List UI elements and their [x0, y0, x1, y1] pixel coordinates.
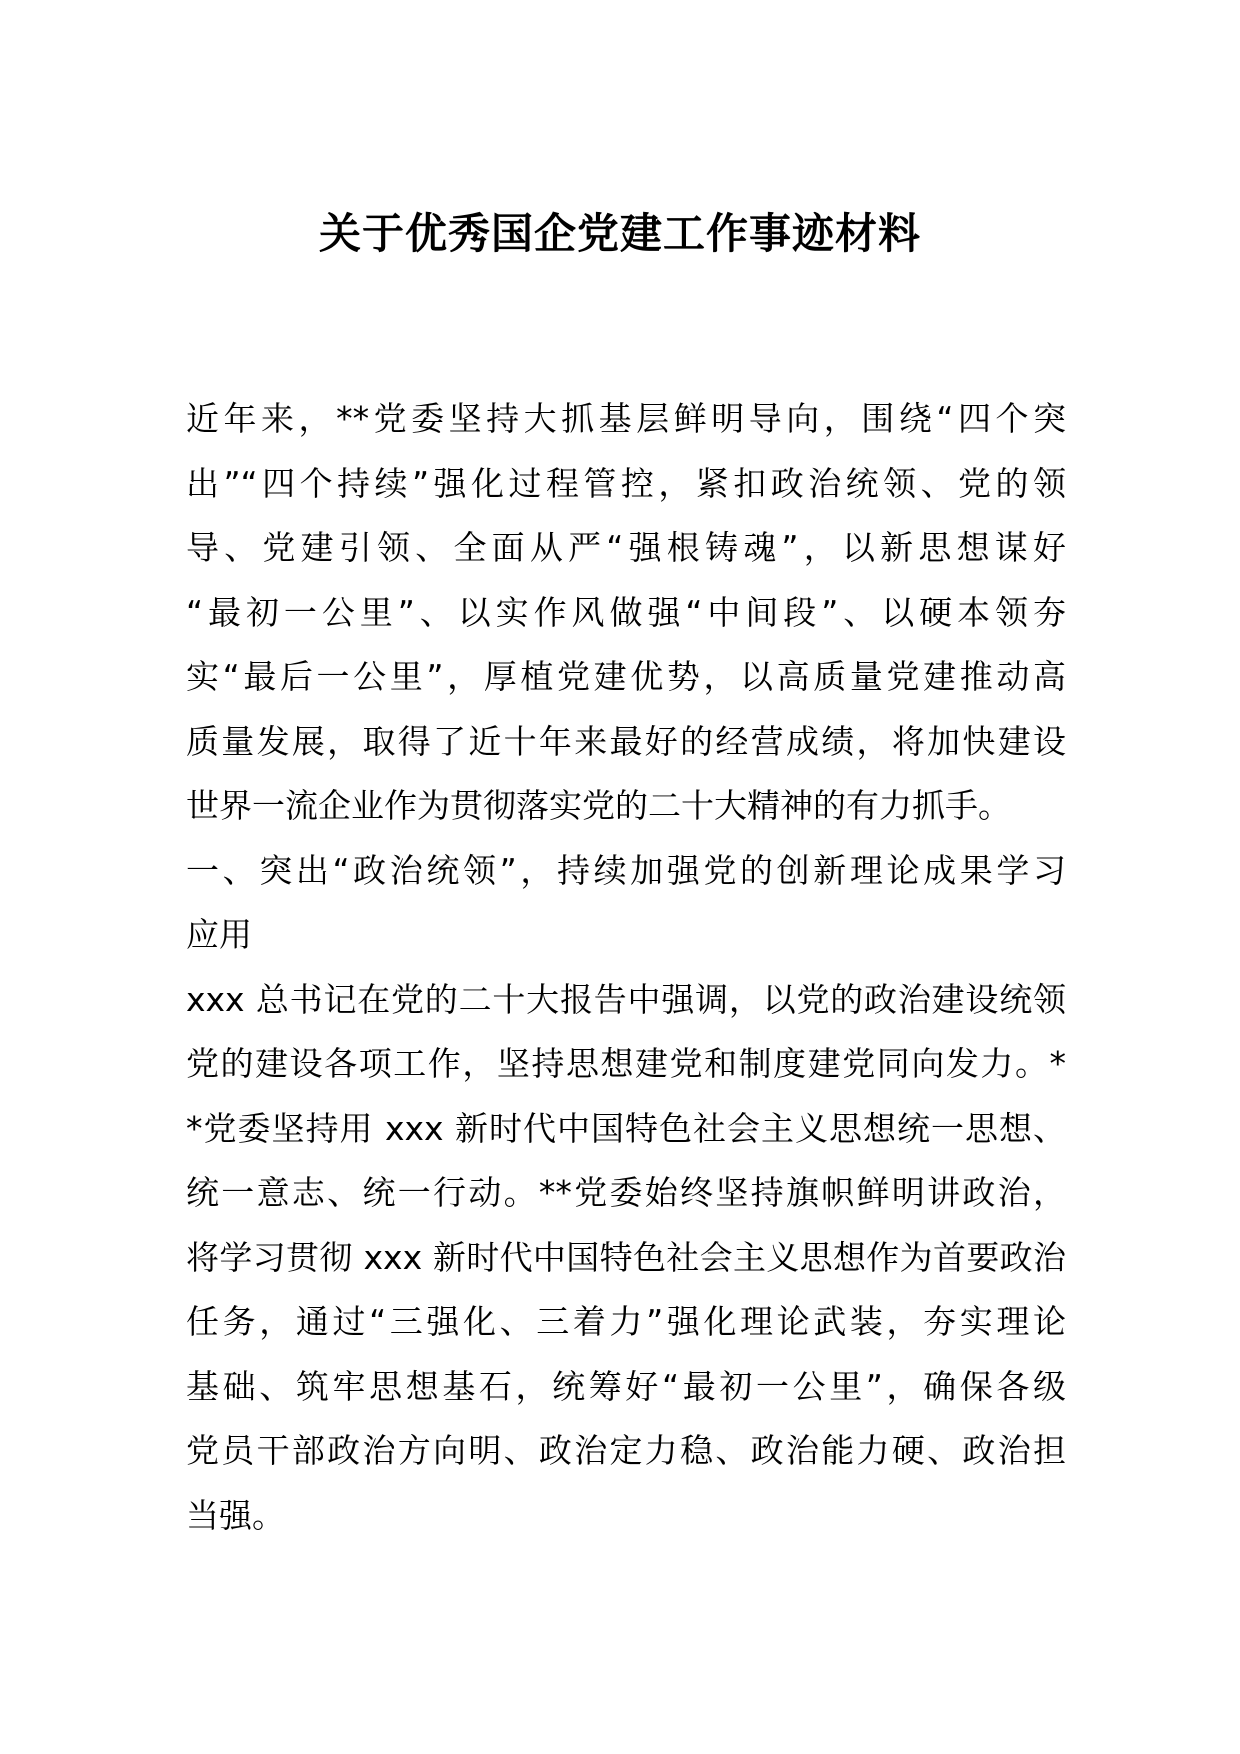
paragraph-section-line-5: 将学习贯彻 xxx 新时代中国特色社会主义思想作为首要政治 — [186, 1237, 1066, 1277]
paragraph-intro-line-6: 质量发展，取得了近十年来最好的经营成绩，将加快建设 — [186, 721, 1066, 761]
section-heading-line-1: 一、突出“政治统领”，持续加强党的创新理论成果学习 — [186, 850, 1066, 890]
paragraph-section-line-2: 党的建设各项工作，坚持思想建党和制度建党同向发力。* — [186, 1044, 1066, 1083]
paragraph-intro-line-4: “最初一公里”、以实作风做强“中间段”、以硬本领夯 — [186, 592, 1066, 632]
paragraph-intro-line-2: 出”“四个持续”强化过程管控，紧扣政治统领、党的领 — [186, 463, 1066, 503]
paragraph-section-line-6: 任务，通过“三强化、三着力”强化理论武装，夯实理论 — [186, 1302, 1066, 1341]
paragraph-section-line-4: 统一意志、统一行动。**党委始终坚持旗帜鲜明讲政治， — [186, 1173, 1066, 1212]
section-heading-line-2: 应用 — [186, 915, 252, 954]
paragraph-intro-line-3: 导、党建引领、全面从严“强根铸魂”，以新思想谋好 — [186, 528, 1066, 567]
paragraph-intro-line-1: 近年来，**党委坚持大抓基层鲜明导向，围绕“四个突 — [186, 399, 1066, 438]
document-title: 关于优秀国企党建工作事迹材料 — [318, 209, 921, 258]
document-body — [186, 387, 1066, 1548]
paragraph-section-line-3: *党委坚持用 xxx 新时代中国特色社会主义思想统一思想、 — [186, 1108, 1066, 1148]
paragraph-section-line-1: xxx 总书记在党的二十大报告中强调，以党的政治建设统领 — [186, 979, 1066, 1019]
paragraph-section-line-8: 党员干部政治方向明、政治定力稳、政治能力硬、政治担 — [186, 1431, 1066, 1470]
paragraph-intro-line-7: 世界一流企业作为贯彻落实党的二十大精神的有力抓手。 — [186, 786, 1011, 825]
paragraph-section-line-9: 当强。 — [186, 1495, 285, 1535]
paragraph-section-line-7: 基础、筑牢思想基石，统筹好“最初一公里”，确保各级 — [186, 1366, 1066, 1406]
paragraph-intro-line-5: 实“最后一公里”，厚植党建优势，以高质量党建推动高 — [186, 657, 1066, 696]
